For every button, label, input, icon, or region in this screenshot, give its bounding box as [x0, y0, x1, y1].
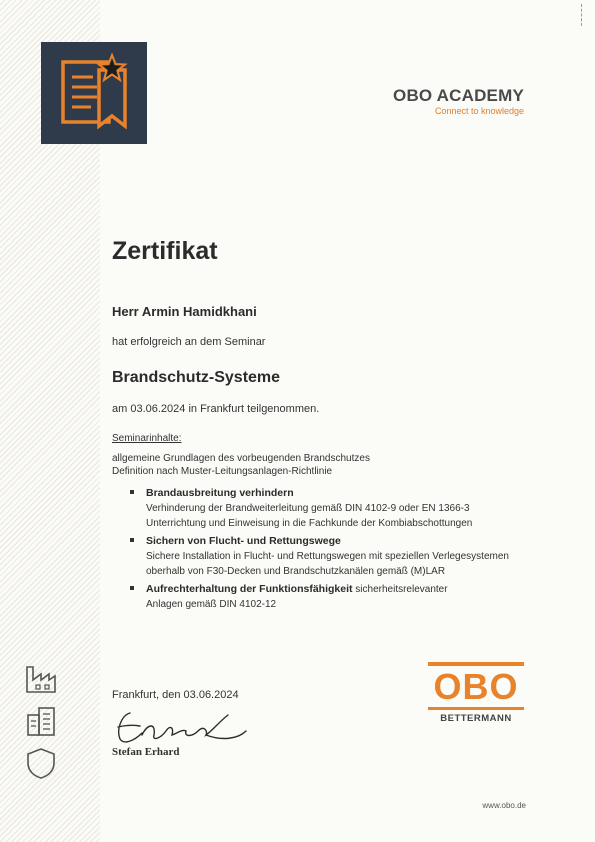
factory-icon: [24, 664, 58, 694]
intro-line: allgemeine Grundlagen des vorbeugenden Brandschutzes: [112, 453, 370, 464]
contents-heading: Seminarinhalte:: [112, 433, 182, 444]
shield-icon: [24, 746, 58, 780]
place-date: Frankfurt, den 03.06.2024: [112, 689, 239, 701]
signature-mark: [112, 705, 252, 747]
office-building-icon: [24, 705, 58, 737]
topic-heading: Sichern von Flucht- und Rettungswege: [146, 535, 341, 547]
topic-description: Anlagen gemäß DIN 4102-12: [146, 599, 277, 610]
signer-name: Stefan Erhard: [112, 746, 180, 758]
certificate-document-star-icon: [41, 42, 147, 144]
recipient-name: Herr Armin Hamidkhani: [112, 304, 257, 319]
bullet-icon: [130, 490, 134, 494]
contents-intro: [112, 452, 462, 478]
obo-bettermann-logo: [428, 662, 524, 724]
bullet-icon: [130, 538, 134, 542]
topic-heading: Aufrechterhaltung der Funktionsfähigkeit sicherheitsrelevanter: [146, 583, 448, 595]
participation-text: hat erfolgreich an dem Seminar: [112, 336, 266, 348]
topic-description: Sichere Installation in Flucht- und Rettungswegen mit speziellen Verlegesystemen oberhalb von F30-Decken und Brandschutzkanälen gemäß (M)LAR: [146, 551, 509, 577]
brand-name: OBO ACADEMY: [393, 86, 524, 105]
topic-item: [112, 582, 522, 612]
logo-subtitle: BETTERMANN: [440, 713, 512, 724]
certificate-badge: [41, 42, 147, 144]
topic-item: [112, 486, 522, 531]
date-location-text: am 03.06.2024 in Frankfurt teilgenommen.: [112, 403, 320, 415]
bullet-icon: [130, 586, 134, 590]
certificate-title: Zertifikat: [112, 237, 218, 265]
website-url: www.obo.de: [482, 801, 526, 810]
topics-list: [112, 486, 522, 615]
brand-tagline: Connect to knowledge: [434, 106, 524, 116]
intro-line: Definition nach Muster-Leitungsanlagen-Richtlinie: [112, 466, 333, 477]
logo-wordmark: OBO: [433, 666, 519, 707]
topic-item: [112, 534, 522, 579]
topic-description: Verhinderung der Brandweiterleitung gemäß DIN 4102-9 oder EN 1366-3 Unterrichtung und Einweisung in die Fachkunde der Kombiabschottungen: [146, 503, 473, 529]
scan-mark: [581, 4, 585, 26]
logo-bar: [428, 707, 524, 710]
seminar-title: Brandschutz-Systeme: [112, 369, 281, 386]
topic-heading: Brandausbreitung verhindern: [146, 487, 294, 499]
